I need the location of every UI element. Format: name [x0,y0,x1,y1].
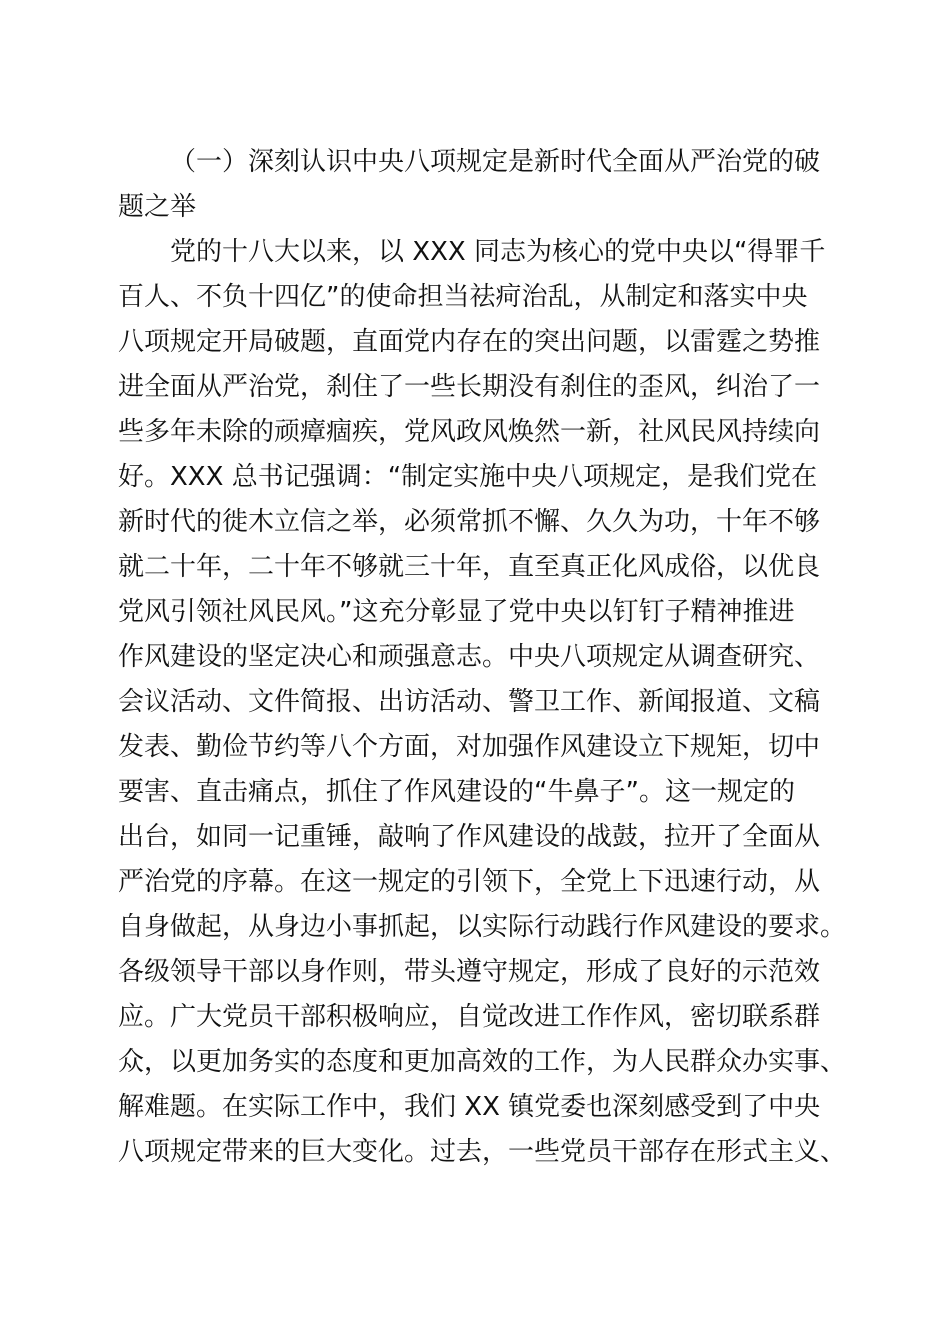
paragraph-line: 众，以更加务实的态度和更加高效的工作，为人民群众办实事、 [118,1047,847,1077]
paragraph-line: 百人、不负十四亿”的使命担当祛疴治乱，从制定和落实中央 [118,282,808,312]
paragraph-line: 出台，如同一记重锤，敲响了作风建设的战鼓，拉开了全面从 [118,822,821,852]
paragraph-line: 应。广大党员干部积极响应，自觉改进工作作风，密切联系群 [118,1002,821,1032]
paragraph-line: 八项规定开局破题，直面党内存在的突出问题，以雷霆之势推 [118,327,821,357]
paragraph-line: 发表、勤俭节约等八个方面，对加强作风建设立下规矩，切中 [118,732,821,762]
paragraph-line: 作风建设的坚定决心和顽强意志。中央八项规定从调查研究、 [118,642,821,672]
paragraph-line: 要害、直击痛点，抓住了作风建设的“牛鼻子”。这一规定的 [118,777,795,807]
paragraph-line: 新时代的徙木立信之举，必须常抓不懈、久久为功，十年不够 [118,507,821,537]
paragraph-line: 解难题。在实际工作中，我们 XX 镇党委也深刻感受到了中央 [118,1092,821,1122]
heading-line: 题之举 [118,192,197,222]
paragraph-line: 自身做起，从身边小事抓起，以实际行动践行作风建设的要求。 [118,912,847,942]
paragraph-line: 八项规定带来的巨大变化。过去，一些党员干部存在形式主义、 [118,1137,847,1167]
paragraph-line: 好。XXX 总书记强调：“制定实施中央八项规定，是我们党在 [118,462,818,492]
paragraph-line: 会议活动、文件简报、出访活动、警卫工作、新闻报道、文稿 [118,687,821,717]
paragraph-line: 些多年未除的顽瘴痼疾，党风政风焕然一新，社风民风持续向 [118,417,821,447]
paragraph-line: 严治党的序幕。在这一规定的引领下，全党上下迅速行动，从 [118,867,821,897]
paragraph-line: 党的十八大以来，以 XXX 同志为核心的党中央以“得罪千 [170,237,826,267]
document-body [118,140,847,1175]
paragraph-line: 进全面从严治党，刹住了一些长期没有刹住的歪风，纠治了一 [118,372,821,402]
paragraph-line: 各级领导干部以身作则，带头遵守规定，形成了良好的示范效 [118,957,821,987]
paragraph-line: 就二十年，二十年不够就三十年，直至真正化风成俗，以优良 [118,552,821,582]
body-paragraph [118,230,847,1175]
heading-line: （一）深刻认识中央八项规定是新时代全面从严治党的破 [170,147,821,177]
section-heading [118,140,833,230]
paragraph-line: 党风引领社风民风。”这充分彰显了党中央以钉钉子精神推进 [118,597,795,627]
